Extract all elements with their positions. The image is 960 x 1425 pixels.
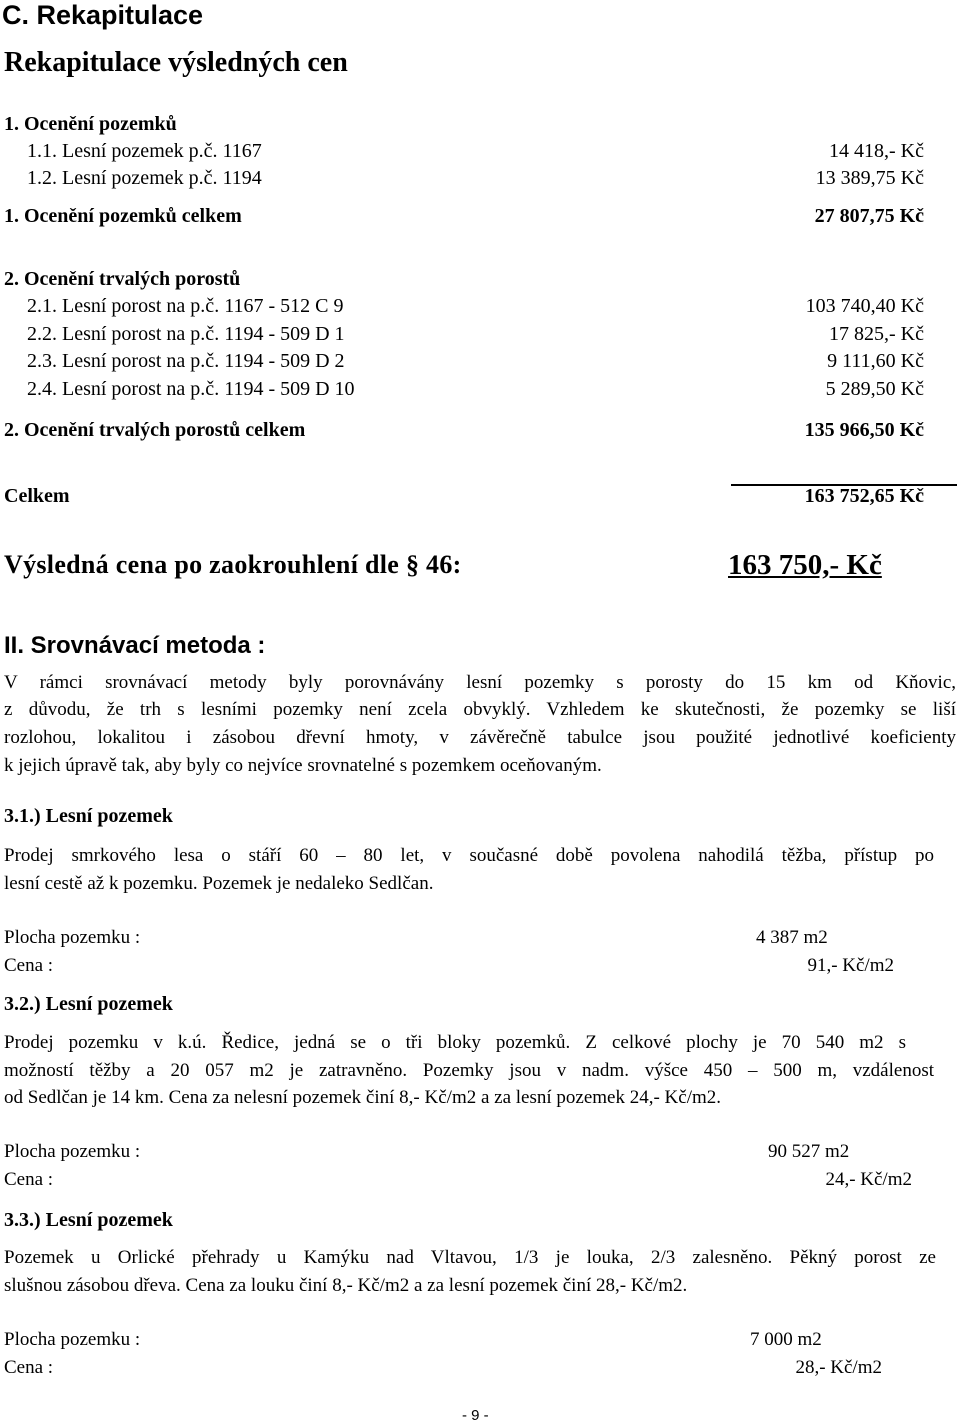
comparable-1-line-1: Prodej smrkového lesa o stáří 60 – 80 let, v současné době povolena nahodilá těžba, přístup po (4, 845, 934, 866)
stand-item-3-label: 2.3. Lesní porost na p.č. 1194 - 509 D 2 (27, 350, 345, 372)
comparable-1-area-label: Plocha pozemku : (4, 927, 141, 948)
comparable-2-area-value: 90 527 m2 (768, 1141, 850, 1162)
land-item-1-label: 1.1. Lesní pozemek p.č. 1167 (27, 140, 262, 162)
stand-item-1-label: 2.1. Lesní porost na p.č. 1167 - 512 C 9 (27, 295, 344, 317)
comparable-3-line-1: Pozemek u Orlické přehrady u Kamýku nad Vltavou, 1/3 je louka, 2/3 zalesněno. Pěkný porost ze (4, 1247, 936, 1268)
stands-total-value: 135 966,50 Kč (804, 419, 924, 441)
comparable-3-price-value: 28,- Kč/m2 (795, 1357, 882, 1378)
comparable-1-line-2: lesní cestě až k pozemku. Pozemek je nedaleko Sedlčan. (4, 873, 434, 894)
stand-item-4-value: 5 289,50 Kč (825, 378, 924, 400)
comparable-2-price-value: 24,- Kč/m2 (825, 1169, 912, 1190)
comparable-2-line-3: od Sedlčan je 14 km. Cena za nelesní pozemek činí 8,- Kč/m2 a za lesní pozemek 24,- Kč/m2. (4, 1087, 722, 1108)
intro-line-4: k jejich úpravě tak, aby byly co nejvíce srovnatelné s pozemkem oceňovaným. (4, 755, 602, 776)
stand-item-4-label: 2.4. Lesní porost na p.č. 1194 - 509 D 10 (27, 378, 355, 400)
intro-line-3: rozlohou, lokalitou i zásobou dřevní hmoty, v závěrečně tabulce jsou použité jednotlivé koeficienty (4, 727, 956, 748)
stands-total-label: 2. Ocenění trvalých porostů celkem (4, 419, 306, 441)
land-item-2-value: 13 389,75 Kč (815, 167, 924, 189)
land-total-label: 1. Ocenění pozemků celkem (4, 205, 242, 227)
section-title: C. Rekapitulace (2, 0, 204, 30)
comparable-1-area-value: 4 387 m2 (756, 927, 828, 948)
page-number: - 9 - (462, 1407, 489, 1424)
comparable-3-area-label: Plocha pozemku : (4, 1329, 141, 1350)
land-item-1-value: 14 418,- Kč (829, 140, 924, 162)
comparable-2-area-label: Plocha pozemku : (4, 1141, 141, 1162)
land-item-2-label: 1.2. Lesní pozemek p.č. 1194 (27, 167, 262, 189)
land-total-value: 27 807,75 Kč (814, 205, 924, 227)
comparable-2-line-2: možností těžby a 20 057 m2 je zatravněno. Pozemky jsou v nadm. výšce 450 – 500 m, vzdálenost (4, 1060, 934, 1081)
comparable-3-price-label: Cena : (4, 1357, 54, 1378)
comparable-3-area-value: 7 000 m2 (750, 1329, 822, 1350)
intro-line-2: z důvodu, že trh s lesními pozemky není zcela obvyklý. Vzhledem ke skutečnosti, že pozemky se liší (4, 699, 956, 720)
comparable-2-line-1: Prodej pozemku v k.ú. Ředice, jedná se o tři bloky pozemků. Z celkové plochy je 70 540 m2 s (4, 1032, 906, 1053)
grand-total-value: 163 752,65 Kč (804, 485, 924, 507)
land-heading: 1. Ocenění pozemků (4, 113, 177, 135)
grand-total-label: Celkem (4, 485, 70, 507)
comparable-2-price-label: Cena : (4, 1169, 54, 1190)
stand-item-2-label: 2.2. Lesní porost na p.č. 1194 - 509 D 1 (27, 323, 345, 345)
final-price-label: Výsledná cena po zaokrouhlení dle § 46: (4, 550, 462, 579)
stand-item-3-value: 9 111,60 Kč (827, 350, 924, 372)
comparable-3-line-2: slušnou zásobou dřeva. Cena za louku činí 8,- Kč/m2 a za lesní pozemek činí 28,- Kč/m2. (4, 1275, 688, 1296)
final-price-value: 163 750,- Kč (728, 549, 882, 581)
comparable-1-price-value: 91,- Kč/m2 (807, 955, 894, 976)
recap-subtitle: Rekapitulace výsledných cen (4, 47, 348, 78)
comparable-1-price-label: Cena : (4, 955, 54, 976)
comparable-2-heading: 3.2.) Lesní pozemek (4, 993, 173, 1015)
stand-item-2-value: 17 825,- Kč (829, 323, 924, 345)
comparison-method-heading: II. Srovnávací metoda : (4, 632, 266, 659)
stand-item-1-value: 103 740,40 Kč (805, 295, 924, 317)
stands-heading: 2. Ocenění trvalých porostů (4, 268, 241, 290)
intro-line-1: V rámci srovnávací metody byly porovnávány lesní pozemky s porosty do 15 km od Kňovic, (4, 672, 956, 693)
comparable-1-heading: 3.1.) Lesní pozemek (4, 805, 173, 827)
comparable-3-heading: 3.3.) Lesní pozemek (4, 1209, 173, 1231)
